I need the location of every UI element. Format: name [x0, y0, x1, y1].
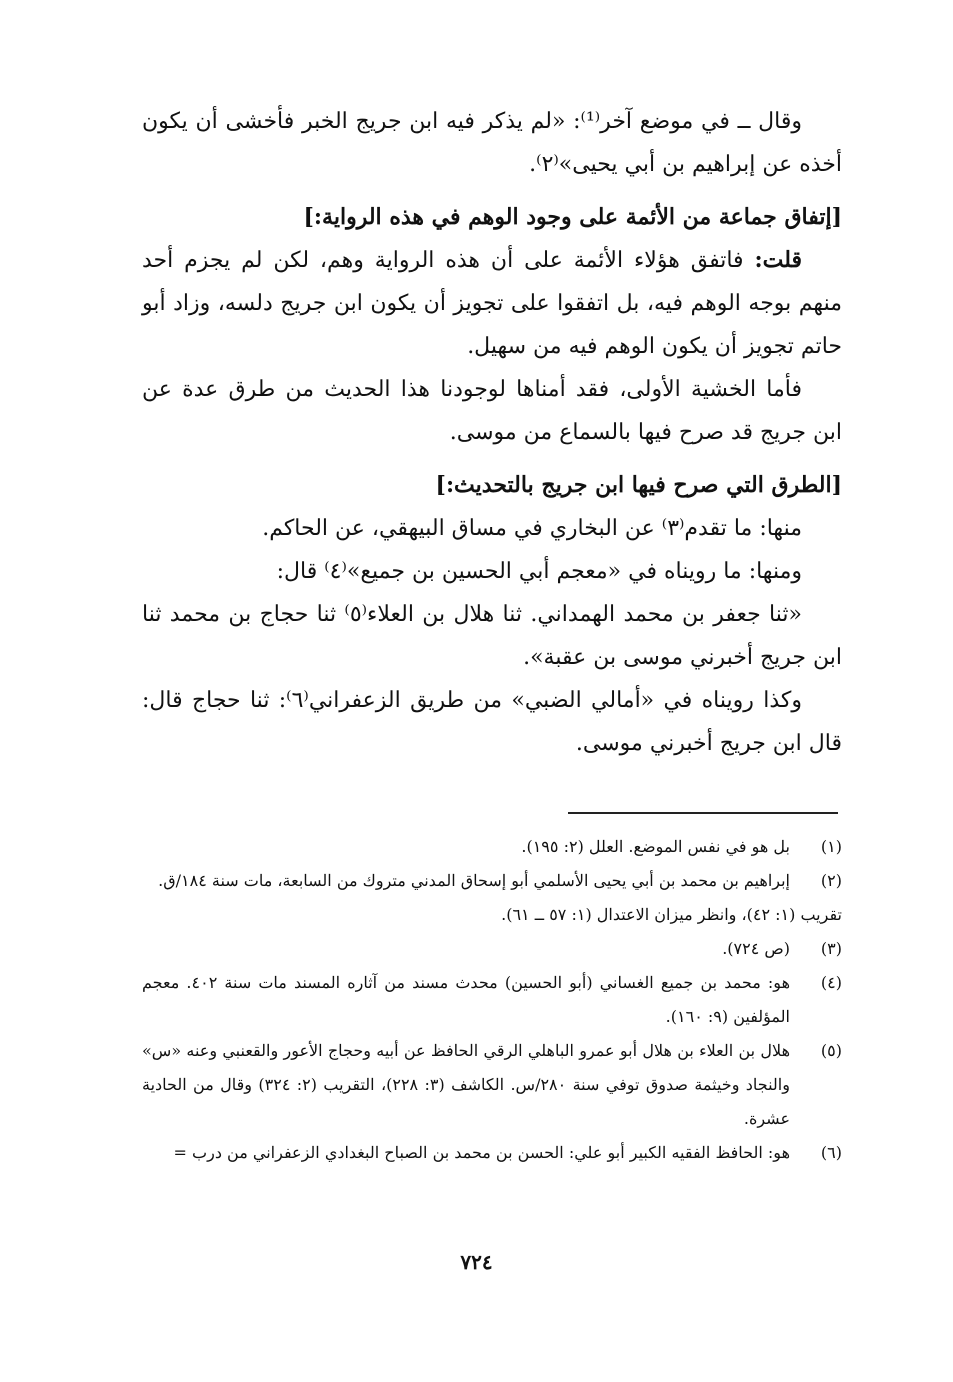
section-heading-2: [الطرق التي صرح فيها ابن جريج بالتحديث:] — [435, 472, 842, 498]
paragraph-2 — [142, 239, 842, 368]
footnote-text: إبراهيم بن محمد بن أبي يحيى الأسلمي أبو إسحاق المدني متروك من السابعة، مات سنة ١٨٤/ق. — [158, 871, 790, 890]
footnote-number: (١) — [820, 837, 842, 856]
paragraph-2-text: فاتفق هؤلاء الأئمة على أن هذه الرواية وهم، لكن لم يجزم أحد منهم بوجه الوهم فيه، بل اتفقوا على تجويز أن يكون ابن جريج دلسه، وزاد أبو حاتم تجويز أن يكون الوهم فيه من سهيل. — [142, 248, 842, 359]
paragraph-6: «ثنا جعفر بن محمد الهمداني. ثنا هلال بن العلاء⁽٥⁾ ثنا حجاج بن محمد ثنا ابن جريج أخبرني موسى بن عقبة». — [142, 602, 842, 670]
footnote-2-continuation: تقريب (١: ٤٢)، وانظر ميزان الاعتدال (١: ٥٧ ــ ٦١). — [501, 905, 842, 924]
main-text — [142, 100, 842, 765]
footnote-number: (٦) — [820, 1143, 842, 1162]
footnote-6 — [142, 1136, 842, 1170]
footnote-1 — [142, 830, 842, 864]
footnote-2 — [142, 864, 842, 898]
footnote-number: (٥) — [820, 1041, 842, 1060]
footnotes — [142, 830, 842, 1170]
paragraph-7: وكذا رويناه في «أمالي الضبي» من طريق الزعفراني⁽٦⁾: ثنا حجاج قال: قال ابن جريج أخبرني موسى. — [142, 688, 842, 756]
footnote-number: (٢) — [820, 871, 842, 890]
footnote-text: هلال بن العلاء بن هلال أبو عمرو الباهلي الرقي الحافظ عن أبيه وحجاج الأعور والقعنبي وعنه «س» والنجاد وخيثمة صدوق توفي سنة ٢٨٠/س. الكاشف (٣: ٢٢٨)، التقريب (٢: ٣٢٤) وقال من الحادية عشرة. — [142, 1041, 790, 1128]
paragraph-5: ومنها: ما رويناه في «معجم أبي الحسين بن جميع»⁽٤⁾ قال: — [276, 559, 802, 584]
page-number: ٧٢٤ — [460, 1250, 493, 1274]
footnote-text: (ص ٧٢٤). — [722, 939, 790, 958]
footnote-text: بل هو في نفس الموضع. العلل (٢: ١٩٥). — [521, 837, 790, 856]
paragraph-lead: قلت: — [754, 247, 802, 273]
footnote-4 — [142, 966, 842, 1034]
paragraph-1: وقال ــ في موضع آخر⁽¹⁾: «لم يذكر فيه ابن جريج الخبر فأخشى أن يكون أخذه عن إبراهيم بن أبي يحيى»⁽٢⁾. — [142, 109, 842, 177]
paragraph-4: منها: ما تقدم⁽٣⁾ عن البخاري في مساق البيهقي، عن الحاكم. — [262, 516, 802, 541]
footnote-number: (٣) — [820, 939, 842, 958]
footnote-5 — [142, 1034, 842, 1136]
footnote-number: (٤) — [820, 973, 842, 992]
footnote-text: هو: الحافظ الفقيه الكبير أبو علي: الحسن بن محمد بن الصباح البغدادي الزعفراني من درب = — [173, 1143, 790, 1162]
section-heading-1: [إتفاق جماعة من الأئمة على وجود الوهم في هذه الرواية:] — [303, 204, 842, 230]
footnote-divider — [568, 812, 838, 814]
paragraph-3: فأما الخشية الأولى، فقد أمناها لوجودنا هذا الحديث من طرق عدة عن ابن جريج قد صرح فيها بالسماع من موسى. — [142, 377, 842, 445]
footnote-text: هو: محمد بن جميع الغساني (أبو الحسين) محدث مسند من آثاره المسند مات سنة ٤٠٢. معجم المؤلفين (٩: ١٦٠). — [142, 973, 791, 1026]
footnote-3 — [142, 932, 842, 966]
